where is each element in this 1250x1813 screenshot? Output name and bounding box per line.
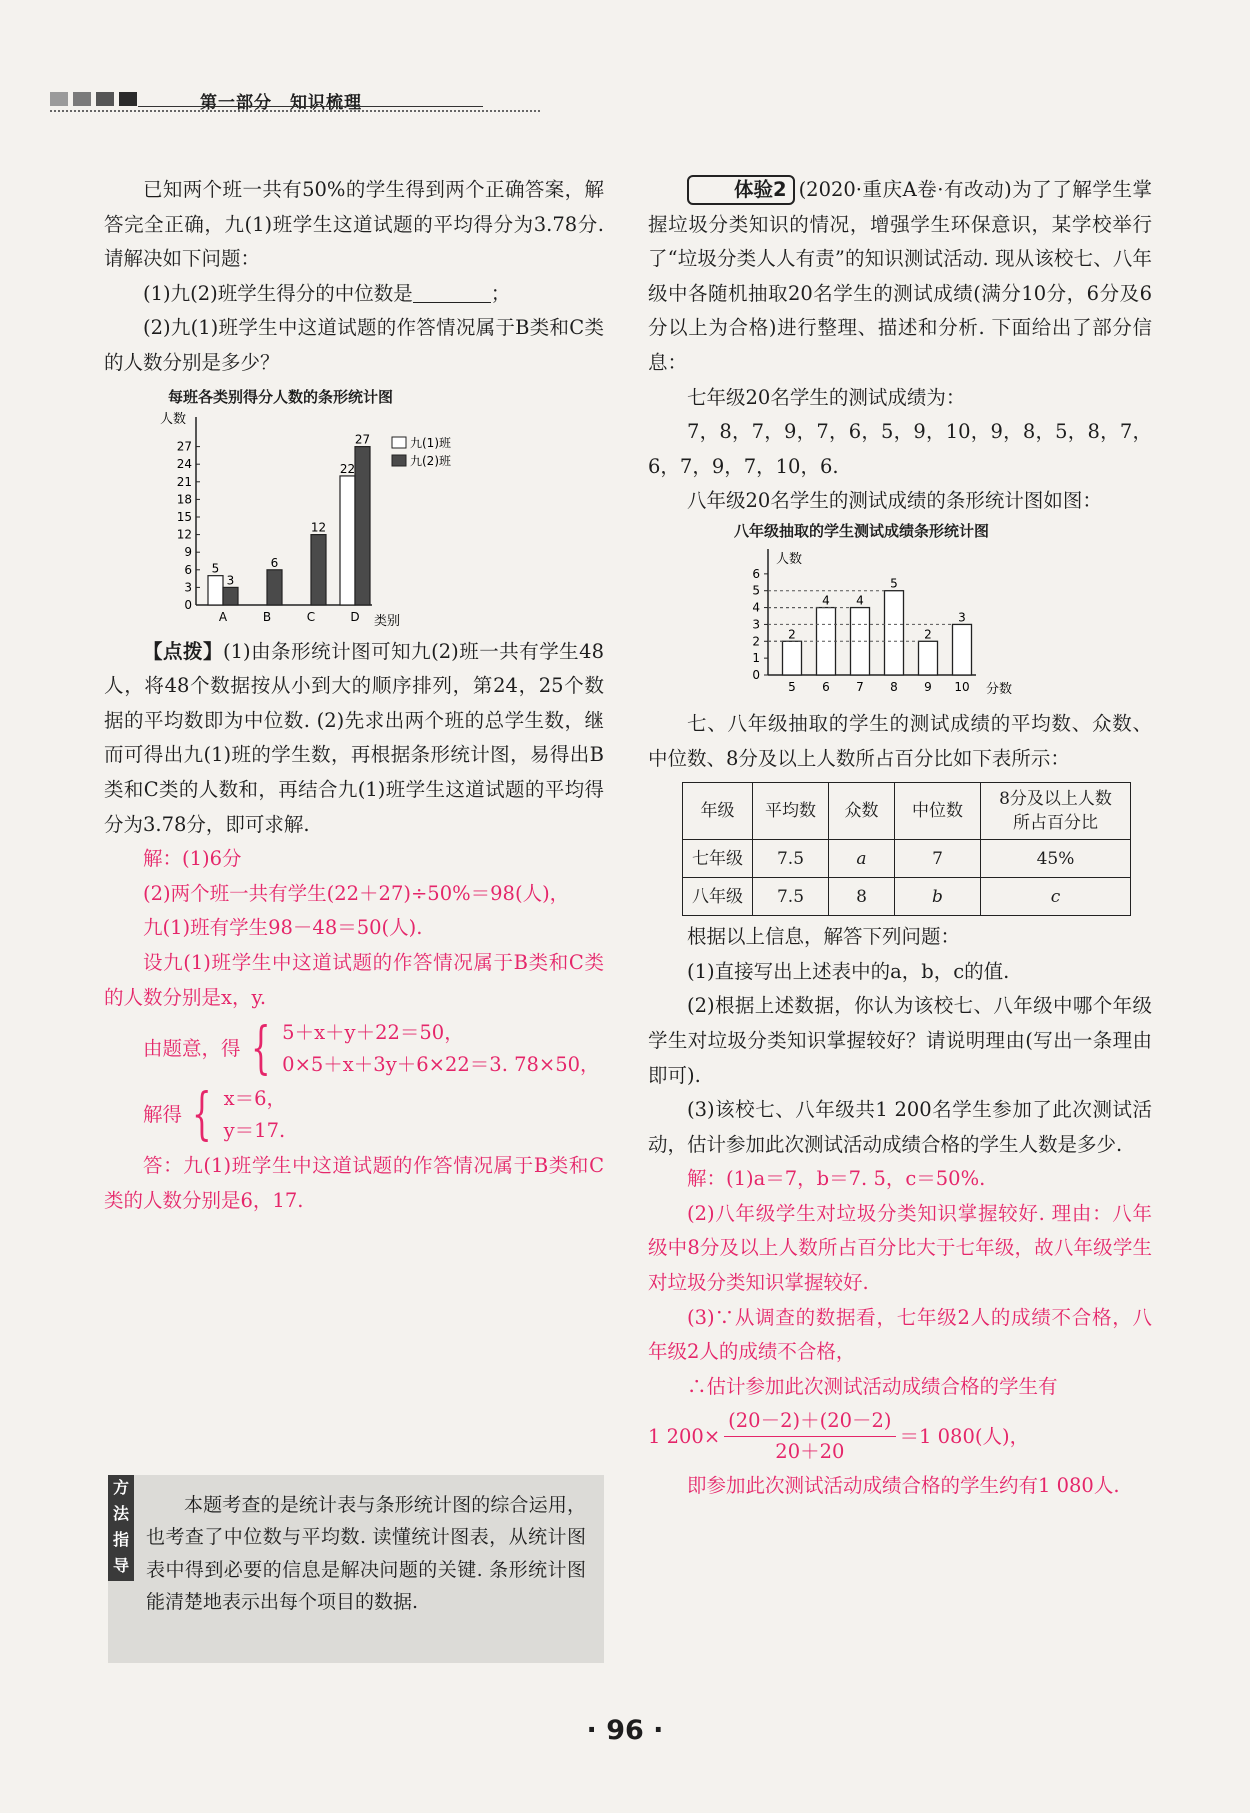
right-intro: 体验2 (2020·重庆A卷·有改动)为了了解学生掌握垃圾分类知识的情况，增强学生环保意识，某学校举行了“垃圾分类人人有责”的知识测试活动. 现从该校七、八年级中各随机抽取20名学生的测试成绩(满分10分，6分及6分以上为合格)进行整理、描述和分析. 下面给出了部分信息： [648,173,1152,381]
eq1: 5＋x＋y＋22＝50， [282,1021,464,1045]
page-number: · 96 · [586,1715,664,1746]
x-tick-label: 6 [822,679,830,694]
bar [355,446,370,604]
bar [919,641,938,675]
data-label: 5 [890,576,898,591]
right-s1: 解：(1)a＝7，b＝7. 5，c＝50%. [687,1167,986,1191]
left-q1: (1)九(2)班学生得分的中位数是 ； [143,281,511,305]
y-tick-label: 0 [184,597,192,612]
method-tag: 方 法 指 导 [108,1475,134,1581]
y-tick-label: 9 [184,544,192,559]
x-axis-label: 分数 [986,681,1013,697]
q-intro: 根据以上信息，解答下列问题： [687,925,961,949]
right-s3: (3)∵从调查的数据看，七年级2人的成绩不合格，八年级2人的成绩不合格， [648,1305,1152,1364]
x-tick-label: 8 [890,679,898,694]
chart2-svg [740,545,1070,705]
y-axis-label: 人数 [160,411,187,427]
th-median: 中位数 [895,783,981,840]
right-s5: 即参加此次测试活动成绩合格的学生约有1 080人. [687,1474,1120,1498]
left-q2: (2)九(1)班学生中这道试题的作答情况属于B类和C类的人数分别是多少？ [104,316,604,374]
data-label: 27 [354,432,371,447]
left-column [104,173,604,1218]
fraction: $\frac{(20-2)+(20-2)}{20+20}$ [724,1406,895,1467]
g8-label: 八年级20名学生的测试成绩的条形统计图如图： [687,489,1102,513]
y-tick-label: 27 [176,439,192,454]
chart1-title: 每班各类别得分人数的条形统计图 [168,387,394,406]
data-label: 12 [310,520,327,535]
section-title: 第一部分 知识梳理 [200,93,362,113]
y-axis-label: 人数 [776,551,803,567]
bar [783,641,802,675]
y-tick-label: 15 [176,509,192,524]
x-tick-label: 7 [856,679,864,694]
x-tick-label: 9 [924,679,932,694]
eq2: 0×5＋x＋3y＋6×22＝3. 78×50， [282,1053,600,1077]
y-tick-label: 6 [184,562,192,577]
table-header-row [683,783,1131,840]
x-tick-label: 5 [788,679,796,694]
bar [267,569,282,604]
x-tick-label: C [306,609,316,624]
bar [885,591,904,675]
header-blocks [50,92,137,106]
tiyan-badge: 体验2 [687,175,795,205]
left-intro: 已知两个班一共有50%的学生得到两个正确答案，解答完全正确，九(1)班学生这道试题的平均得分为3.78分. 请解决如下问题： [104,178,604,271]
bar [340,475,355,604]
right-q2: (2)根据上述数据，你认为该校七、八年级中哪个年级学生对垃圾分类知识掌握较好？请说明理由(写出一条理由即可). [648,994,1152,1087]
data-label: 6 [270,555,279,570]
y-tick-label: 2 [752,634,760,649]
right-s2: (2)八年级学生对垃圾分类知识掌握较好. 理由：八年级中8分及以上人数所占百分比大于七年级，故八年级学生对垃圾分类知识掌握较好. [648,1201,1152,1295]
data-label: 2 [788,627,796,642]
hint: 【点拨】(1)由条形统计图可知九(2)班一共有学生48人，将48个数据按从小到大的顺序排列，第24，25个数据的平均数即为中位数. (2)先求出两个班的总学生数，继而可得出九(1)班的学生数，再根据条形统计图，易得出B类和C类的人数和，再结合九(1)班学生这道试题的平均得分为3.78分，即可求解. [104,639,604,836]
y-tick-label: 5 [752,583,760,598]
right-q1: (1)直接写出上述表中的a，b，c的值. [687,959,1010,983]
y-tick-label: 6 [752,566,760,581]
right-column [648,173,1152,1504]
answer-blank [413,283,491,303]
page-header [50,88,540,118]
data-label: 3 [958,610,966,625]
th-mode: 众数 [829,783,895,840]
r2: y＝17. [223,1119,286,1143]
table-intro: 七、八年级抽取的学生的测试成绩的平均数、众数、中位数、8分及以上人数所占百分比如下表所示： [648,711,1152,770]
y-tick-label: 3 [184,579,192,594]
data-label: 4 [856,593,864,608]
answer: 答：九(1)班学生中这道试题的作答情况属于B类和C类的人数分别是6，17. [104,1154,604,1212]
table-row: 八年级 7.5 8 b c [683,878,1131,916]
y-tick-label: 21 [176,474,192,489]
g7-label: 七年级20名学生的测试成绩为： [687,385,966,409]
th-percent: 8分及以上人数所占百分比 [981,783,1131,840]
grade8-chart [648,519,1152,707]
g7-scores: 7，8，7，9，7，6，5，9，10，9，8，5，8，7，6，7，9，7，10，6. [648,420,1152,478]
sol3: 九(1)班有学生98－48＝50(人). [143,916,423,940]
r1: x＝6， [223,1087,287,1111]
legend-swatch [392,437,406,448]
equation-system: 由题意，得 { 5＋x＋y＋22＝50， 0×5＋x＋3y＋6×22＝3. 78×50， [143,1016,600,1082]
bar [223,587,238,605]
legend-label: 九(1)班 [410,435,451,450]
chart1-svg [160,409,490,635]
bar [208,575,223,604]
x-tick-label: 10 [954,679,970,694]
x-tick-label: B [262,609,272,624]
data-label: 3 [226,572,235,587]
table-row: 七年级 7.5 a 7 45% [683,840,1131,878]
y-tick-label: 4 [752,600,760,615]
legend-swatch [392,455,406,466]
right-s4: ∴估计参加此次测试活动成绩合格的学生有 [687,1374,1058,1398]
legend-label: 九(2)班 [410,453,451,468]
x-tick-label: D [350,609,360,624]
y-tick-label: 24 [176,456,192,471]
data-label: 2 [924,627,932,642]
bar [953,624,972,675]
solution-system: 解得 { x＝6， y＝17. [143,1082,287,1148]
sol2: (2)两个班一共有学生(22＋27)÷50%＝98(人)， [143,881,570,905]
data-label: 4 [822,593,830,608]
th-mean: 平均数 [753,783,829,840]
x-tick-label: A [218,609,228,624]
right-q3: (3)该校七、八年级共1 200名学生参加了此次测试活动，估计参加此次测试活动成绩合格的学生人数是多少. [648,1098,1152,1156]
method-text: 本题考查的是统计表与条形统计图的综合运用，也考查了中位数与平均数. 读懂统计图表，从统计图表中得到必要的信息是解决问题的关键. 条形统计图能清楚地表示出每个项目的数据. [146,1494,586,1614]
bar [817,608,836,675]
y-tick-label: 3 [752,617,760,632]
chart2-title: 八年级抽取的学生测试成绩条形统计图 [734,521,990,540]
th-grade: 年级 [683,783,753,840]
stats-table [682,782,1131,916]
class-chart [104,387,604,635]
fraction-line: 1 200× $\frac{(20-2)+(20-2)}{20+20}$ ＝1 080(人)， [648,1406,1152,1467]
y-tick-label: 12 [176,527,192,542]
y-tick-label: 0 [752,667,760,682]
y-tick-label: 1 [752,651,760,666]
method-guide-box [108,1475,604,1663]
data-label: 5 [211,561,220,576]
x-axis-label: 类别 [374,613,401,629]
bar [311,534,326,604]
sol1: 解：(1)6分 [143,847,242,871]
sol4: 设九(1)班学生中这道试题的作答情况属于B类和C类的人数分别是x，y. [104,950,604,1009]
data-label: 22 [339,461,356,476]
y-tick-label: 18 [176,491,192,506]
